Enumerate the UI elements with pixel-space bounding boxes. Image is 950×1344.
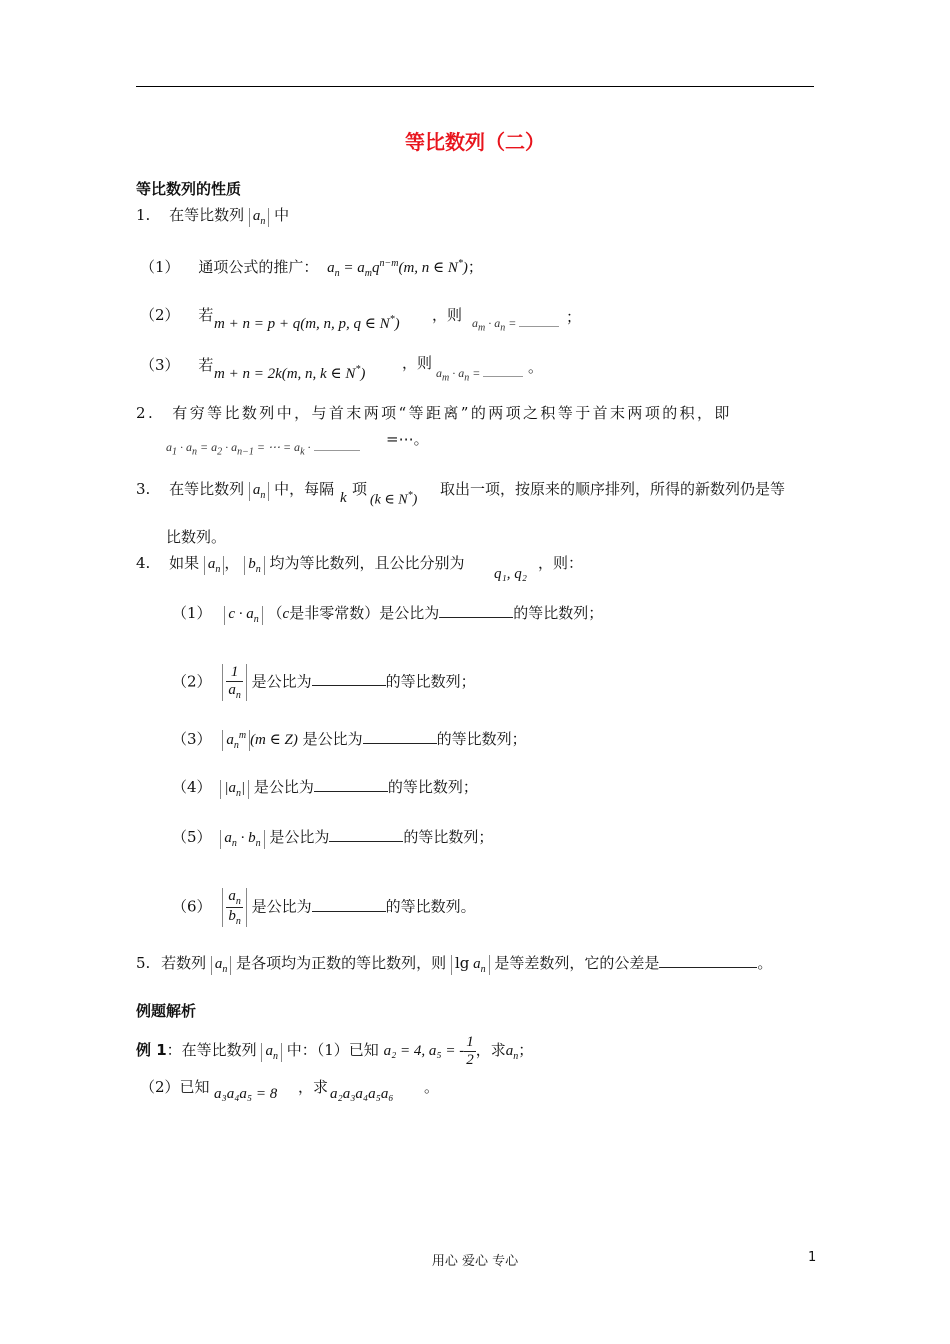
answer-blank[interactable] <box>439 603 513 618</box>
sub-label: （3） <box>140 356 180 374</box>
sub-label: （2） <box>140 306 180 324</box>
item-3-number: 3. <box>136 480 151 498</box>
item-4-sub-3 <box>172 728 527 751</box>
sequence-a-n: $a_n$ <box>249 482 270 501</box>
sub-label: （5） <box>172 828 212 846</box>
product-expr-3: $a_m \cdot a_n$ = <box>436 364 523 383</box>
item-2-end: =⋯。 <box>386 430 429 448</box>
item-5-text-a: 若数列 <box>161 954 207 972</box>
target-product: a₂a₃a₄a₅a₆ <box>330 1086 394 1102</box>
sequence-a-n: $a_n$ <box>249 208 270 227</box>
example-label: 例 1 <box>136 1041 167 1059</box>
product-expr-2: $a_m \cdot a_n$ = <box>472 314 559 333</box>
item-2 <box>136 402 732 423</box>
sub-label: （4） <box>172 778 212 796</box>
part2-text-b: ，求 <box>298 1078 329 1096</box>
sub-end: 的等比数列； <box>436 730 527 748</box>
part2-text-a: （2）已知 <box>140 1078 210 1096</box>
answer-blank[interactable] <box>659 953 757 968</box>
sub-end-3: 。 <box>528 358 544 376</box>
sub-end-2: ； <box>566 308 582 326</box>
answer-blank[interactable] <box>363 729 437 744</box>
sequence-c-a-n: $c \cdot a_n$ <box>224 606 262 625</box>
sequence-abs-a-n: $|a_n|$ <box>220 780 249 799</box>
example-1: 例 1：在等比数列 $a_n$ 中：（1）已知 a₂ = 4, a₅ = - $\frac{1}{2}$ ，求$a_n$； <box>136 1034 534 1068</box>
sub-mid-3: ，则 <box>402 354 433 372</box>
example-text-c: ，求 <box>475 1041 506 1059</box>
paren-open: （ <box>267 604 283 622</box>
item-4-sub-2 <box>172 664 476 701</box>
answer-blank[interactable] <box>483 364 523 377</box>
item-4-text-b: 均为等比数列，且公比分别为 <box>269 554 465 572</box>
sequence-b-n: $b_n$ <box>244 556 265 575</box>
footer-motto: 用心 爱心 专心 <box>431 1254 519 1269</box>
constant-c: c <box>282 606 290 622</box>
item-4-text-a: 如果 <box>169 554 200 572</box>
sub-end: 的等比数列； <box>513 604 604 622</box>
ratios-q1-q2: q₁, q₂ <box>494 566 527 582</box>
sub-label: （3） <box>172 730 212 748</box>
item-4-number: 4. <box>136 554 151 572</box>
item-5-end: 。 <box>757 954 773 972</box>
sequence-a-n-over-b-n: $\frac{a_n}{b_n}$ <box>222 888 247 927</box>
sub-text: 若 <box>198 356 214 374</box>
sequence-lg-a-n: $\lg a_n$ <box>451 955 490 975</box>
condition-m-in-z: (m ∈ Z) <box>250 732 298 748</box>
item-4-sub-5 <box>172 826 493 849</box>
sub-text: 通项公式的推广： <box>198 258 319 276</box>
item-1-text-after: 中 <box>274 206 290 224</box>
condition-formula-3: m + n = 2k(m, n, k ∈ N*) <box>214 364 366 382</box>
sub-text: 是公比为 <box>251 897 312 916</box>
item-1-text: 在等比数列 <box>169 206 245 224</box>
item-2-text: 有穷等比数列中，与首末两项“等距离”的两项之积等于首末两项的积，即 <box>172 404 732 422</box>
sub-label: （6） <box>172 897 212 916</box>
page-title: 等比数列（二） <box>405 130 545 154</box>
answer-blank[interactable] <box>314 438 360 451</box>
answer-blank[interactable] <box>312 671 386 686</box>
item-3-text-e: 比数列。 <box>166 528 227 546</box>
sub-label: （1） <box>140 258 180 276</box>
sub-end: 的等比数列； <box>387 778 478 796</box>
sequence-a-n: $a_n$ <box>261 1043 282 1062</box>
answer-blank[interactable] <box>312 897 386 912</box>
sequence-a-n: $a_n$ <box>204 556 225 575</box>
general-term-formula: $a_n = a_mq^{n-m}(m$, n ∈ N*) <box>327 258 468 279</box>
item-5 <box>136 952 772 975</box>
sub-text: 是公比为 <box>302 730 363 748</box>
item-5-number: 5. <box>136 954 151 972</box>
sub-text: 若 <box>198 306 214 324</box>
section-heading-examples: 例题解析 <box>136 1002 197 1020</box>
item-3-text-d: 取出一项，按原来的顺序排列，所得的新数列仍是等 <box>440 480 786 498</box>
given-values: a₂ = 4, a₅ = - <box>383 1043 465 1059</box>
item-5-text-b: 是各项均为正数的等比数列，则 <box>236 954 447 972</box>
sub-label: （1） <box>172 604 212 622</box>
example-1-part-2 <box>140 1076 210 1097</box>
item-1-sub-3 <box>140 354 213 375</box>
given-product: a₃a₄a₅ = 8 <box>214 1086 278 1102</box>
sequence-a-n: $a_n$ <box>211 956 232 975</box>
item-1-sub-1 <box>140 256 483 279</box>
item-4-sub-4 <box>172 776 478 799</box>
sequence-a-n-power-m: $a_n^m$ <box>222 730 250 751</box>
item-3-text-a: 在等比数列 <box>169 480 245 498</box>
item-3-k: k <box>340 490 347 506</box>
item-4-sub-1 <box>172 602 603 625</box>
answer-blank[interactable] <box>519 314 559 327</box>
item-2-number: 2. <box>136 404 156 422</box>
item-3-condition: (k ∈ N*) <box>370 490 418 508</box>
sub-mid: ，则 <box>432 306 463 324</box>
example-text-d: ； <box>518 1041 534 1059</box>
separator: ， <box>224 554 240 572</box>
item-1-sub-2-tail <box>432 304 462 325</box>
sub-label: （2） <box>172 672 212 691</box>
item-4-text-c: ，则： <box>538 554 584 572</box>
item-3-text-b: 中，每隔 <box>274 480 335 498</box>
sub-text: 是公比为 <box>253 778 314 796</box>
sub-text: 是公比为 <box>269 828 330 846</box>
item-3 <box>136 478 334 501</box>
fraction-one-half: $\frac{1}{2}$ <box>466 1034 474 1068</box>
item-4-sub-6 <box>172 888 476 927</box>
item-1 <box>136 204 289 227</box>
example-text-b: 中：（1）已知 <box>286 1041 379 1059</box>
item-1-number: 1. <box>136 206 151 224</box>
sequence-reciprocal: $\frac{1}{a_n}$ <box>222 664 247 701</box>
section-heading-properties: 等比数列的性质 <box>136 180 242 198</box>
part2-end: 。 <box>424 1078 440 1096</box>
sub-end: ； <box>467 258 483 276</box>
example-text-a: ：在等比数列 <box>166 1041 257 1059</box>
item-4 <box>136 552 464 575</box>
page-number: 1 <box>808 1250 817 1265</box>
answer-blank[interactable] <box>314 777 388 792</box>
item-3-text-c: 项 <box>352 480 368 498</box>
sub-end: 的等比数列。 <box>385 897 476 916</box>
item-2-formula: $a_1 \cdot a_n = a_2 \cdot a_{n-1}$ = ⋯ = $a_k$ · <box>166 438 360 457</box>
sub-text: 是非零常数）是公比为 <box>289 604 440 622</box>
header-rule <box>136 86 814 87</box>
item-1-sub-2 <box>140 304 213 325</box>
sequence-a-n-b-n: $a_n \cdot b_n$ <box>220 830 264 849</box>
item-5-text-c: 是等差数列，它的公差是 <box>494 954 660 972</box>
sub-end: 的等比数列； <box>385 672 476 691</box>
sub-end: 的等比数列； <box>403 828 494 846</box>
condition-formula-2: m + n = p + q(m, n, p, q ∈ N*) <box>214 314 400 332</box>
answer-blank[interactable] <box>329 827 403 842</box>
sub-text: 是公比为 <box>251 672 312 691</box>
